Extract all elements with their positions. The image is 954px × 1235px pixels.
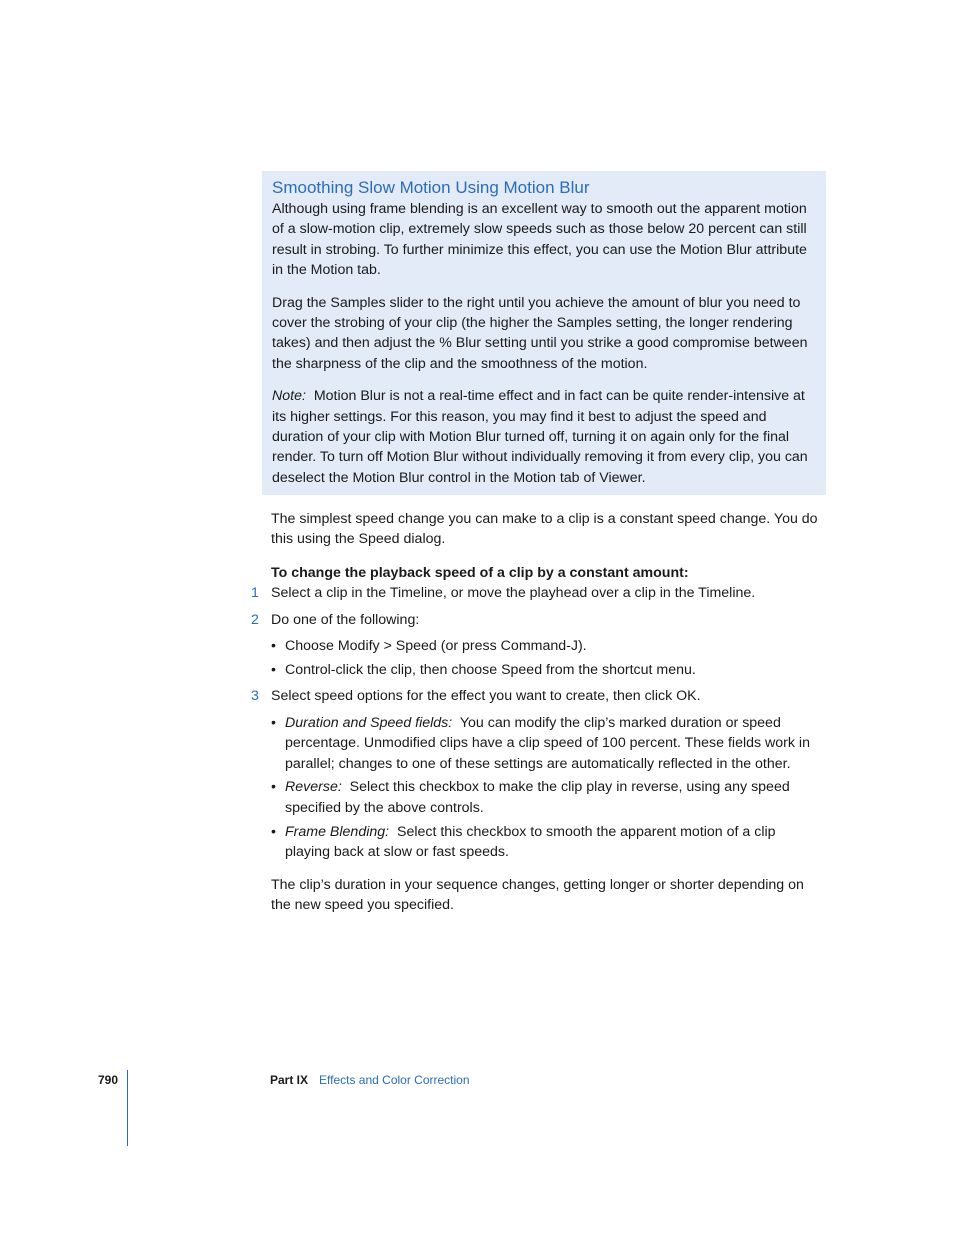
sidebar-title: Smoothing Slow Motion Using Motion Blur (272, 178, 590, 197)
option-term: Frame Blending: (285, 823, 390, 840)
bullet-text: Choose Modify > Speed (or press Command-J). (285, 638, 587, 655)
bullet-text: Control-click the clip, then choose Speed from the shortcut menu. (285, 661, 696, 678)
step-text: Select a clip in the Timeline, or move the playhead over a clip in the Timeline. (271, 585, 756, 602)
list-item (271, 777, 821, 818)
bullet-icon: • (271, 714, 276, 731)
step-number: 3 (251, 688, 259, 705)
option-text: Select this checkbox to smooth the apparent motion of a clip playing back at slow or fast speeds. (285, 823, 776, 861)
footer-part-label: Part IX (270, 1073, 309, 1087)
footer-divider (127, 1070, 128, 1146)
option-text: You can modify the clip’s marked duration or speed percentage. Unmodified clips have a clip speed of 100 percent. These fields work in parallel; changes to one of these settings are automatically reflected in the other. (285, 714, 810, 772)
bullet-icon: • (271, 638, 276, 655)
footer-section-title: Effects and Color Correction (319, 1073, 470, 1087)
bullet-icon: • (271, 779, 276, 796)
list-item (271, 713, 821, 774)
list-item (271, 822, 821, 863)
step-text: Do one of the following: (271, 611, 420, 628)
step-2-bullets (271, 636, 821, 680)
task-heading: To change the playback speed of a clip by a constant amount: (271, 564, 689, 581)
step-number: 2 (251, 611, 259, 628)
sidebar-paragraph-1: Although using frame blending is an excellent way to smooth out the apparent motion of a slow-motion clip, extremely slow speeds such as those below 20 percent can still result in strobing. To further minimize this effect, you can use the Motion Blur attribute in the Motion tab. (272, 201, 807, 279)
note-text: Motion Blur is not a real-time effect and in fact can be quite render-intensive at its higher settings. For this reason, you may find it best to adjust the speed and duration of your clip with Motion Blur turned off, turning it on again only for the final render. To turn off Motion Blur without individually removing it from every clip, you can deselect the Motion Blur control in the Motion tab of Viewer. (272, 388, 808, 486)
step-text: Select speed options for the effect you want to create, then click OK. (271, 688, 701, 705)
sidebar-content (272, 177, 816, 488)
option-text: Select this checkbox to make the clip play in reverse, using any speed specified by the above controls. (285, 779, 790, 816)
sidebar-paragraph-2: Drag the Samples slider to the right until you achieve the amount of blur you need to cover the strobing of your clip (the higher the Samples setting, the longer rendering takes) and then adjust the % Blur setting until you strike a good compromise between the sharpness of the clip and the smoothness of the motion. (272, 294, 808, 372)
sidebar-note (272, 386, 816, 488)
bullet-icon: • (271, 661, 276, 678)
step-1 (251, 583, 821, 603)
page-number: 790 (98, 1073, 119, 1087)
closing-paragraph: The clip’s duration in your sequence changes, getting longer or shorter depending on the new speed you specified. (271, 876, 804, 913)
step-number: 1 (251, 585, 259, 602)
main-body (251, 509, 821, 915)
list-item (271, 660, 821, 680)
sidebar-box (262, 171, 826, 495)
step-2 (251, 610, 821, 681)
intro-paragraph: The simplest speed change you can make to a clip is a constant speed change. You do this using the Speed dialog. (271, 511, 818, 548)
bullet-icon: • (271, 823, 276, 840)
list-item (271, 636, 821, 656)
step-3 (251, 686, 821, 862)
note-label: Note: (272, 388, 306, 405)
option-term: Duration and Speed fields: (285, 714, 453, 731)
step-3-options (271, 713, 821, 863)
option-term: Reverse: (285, 779, 342, 796)
